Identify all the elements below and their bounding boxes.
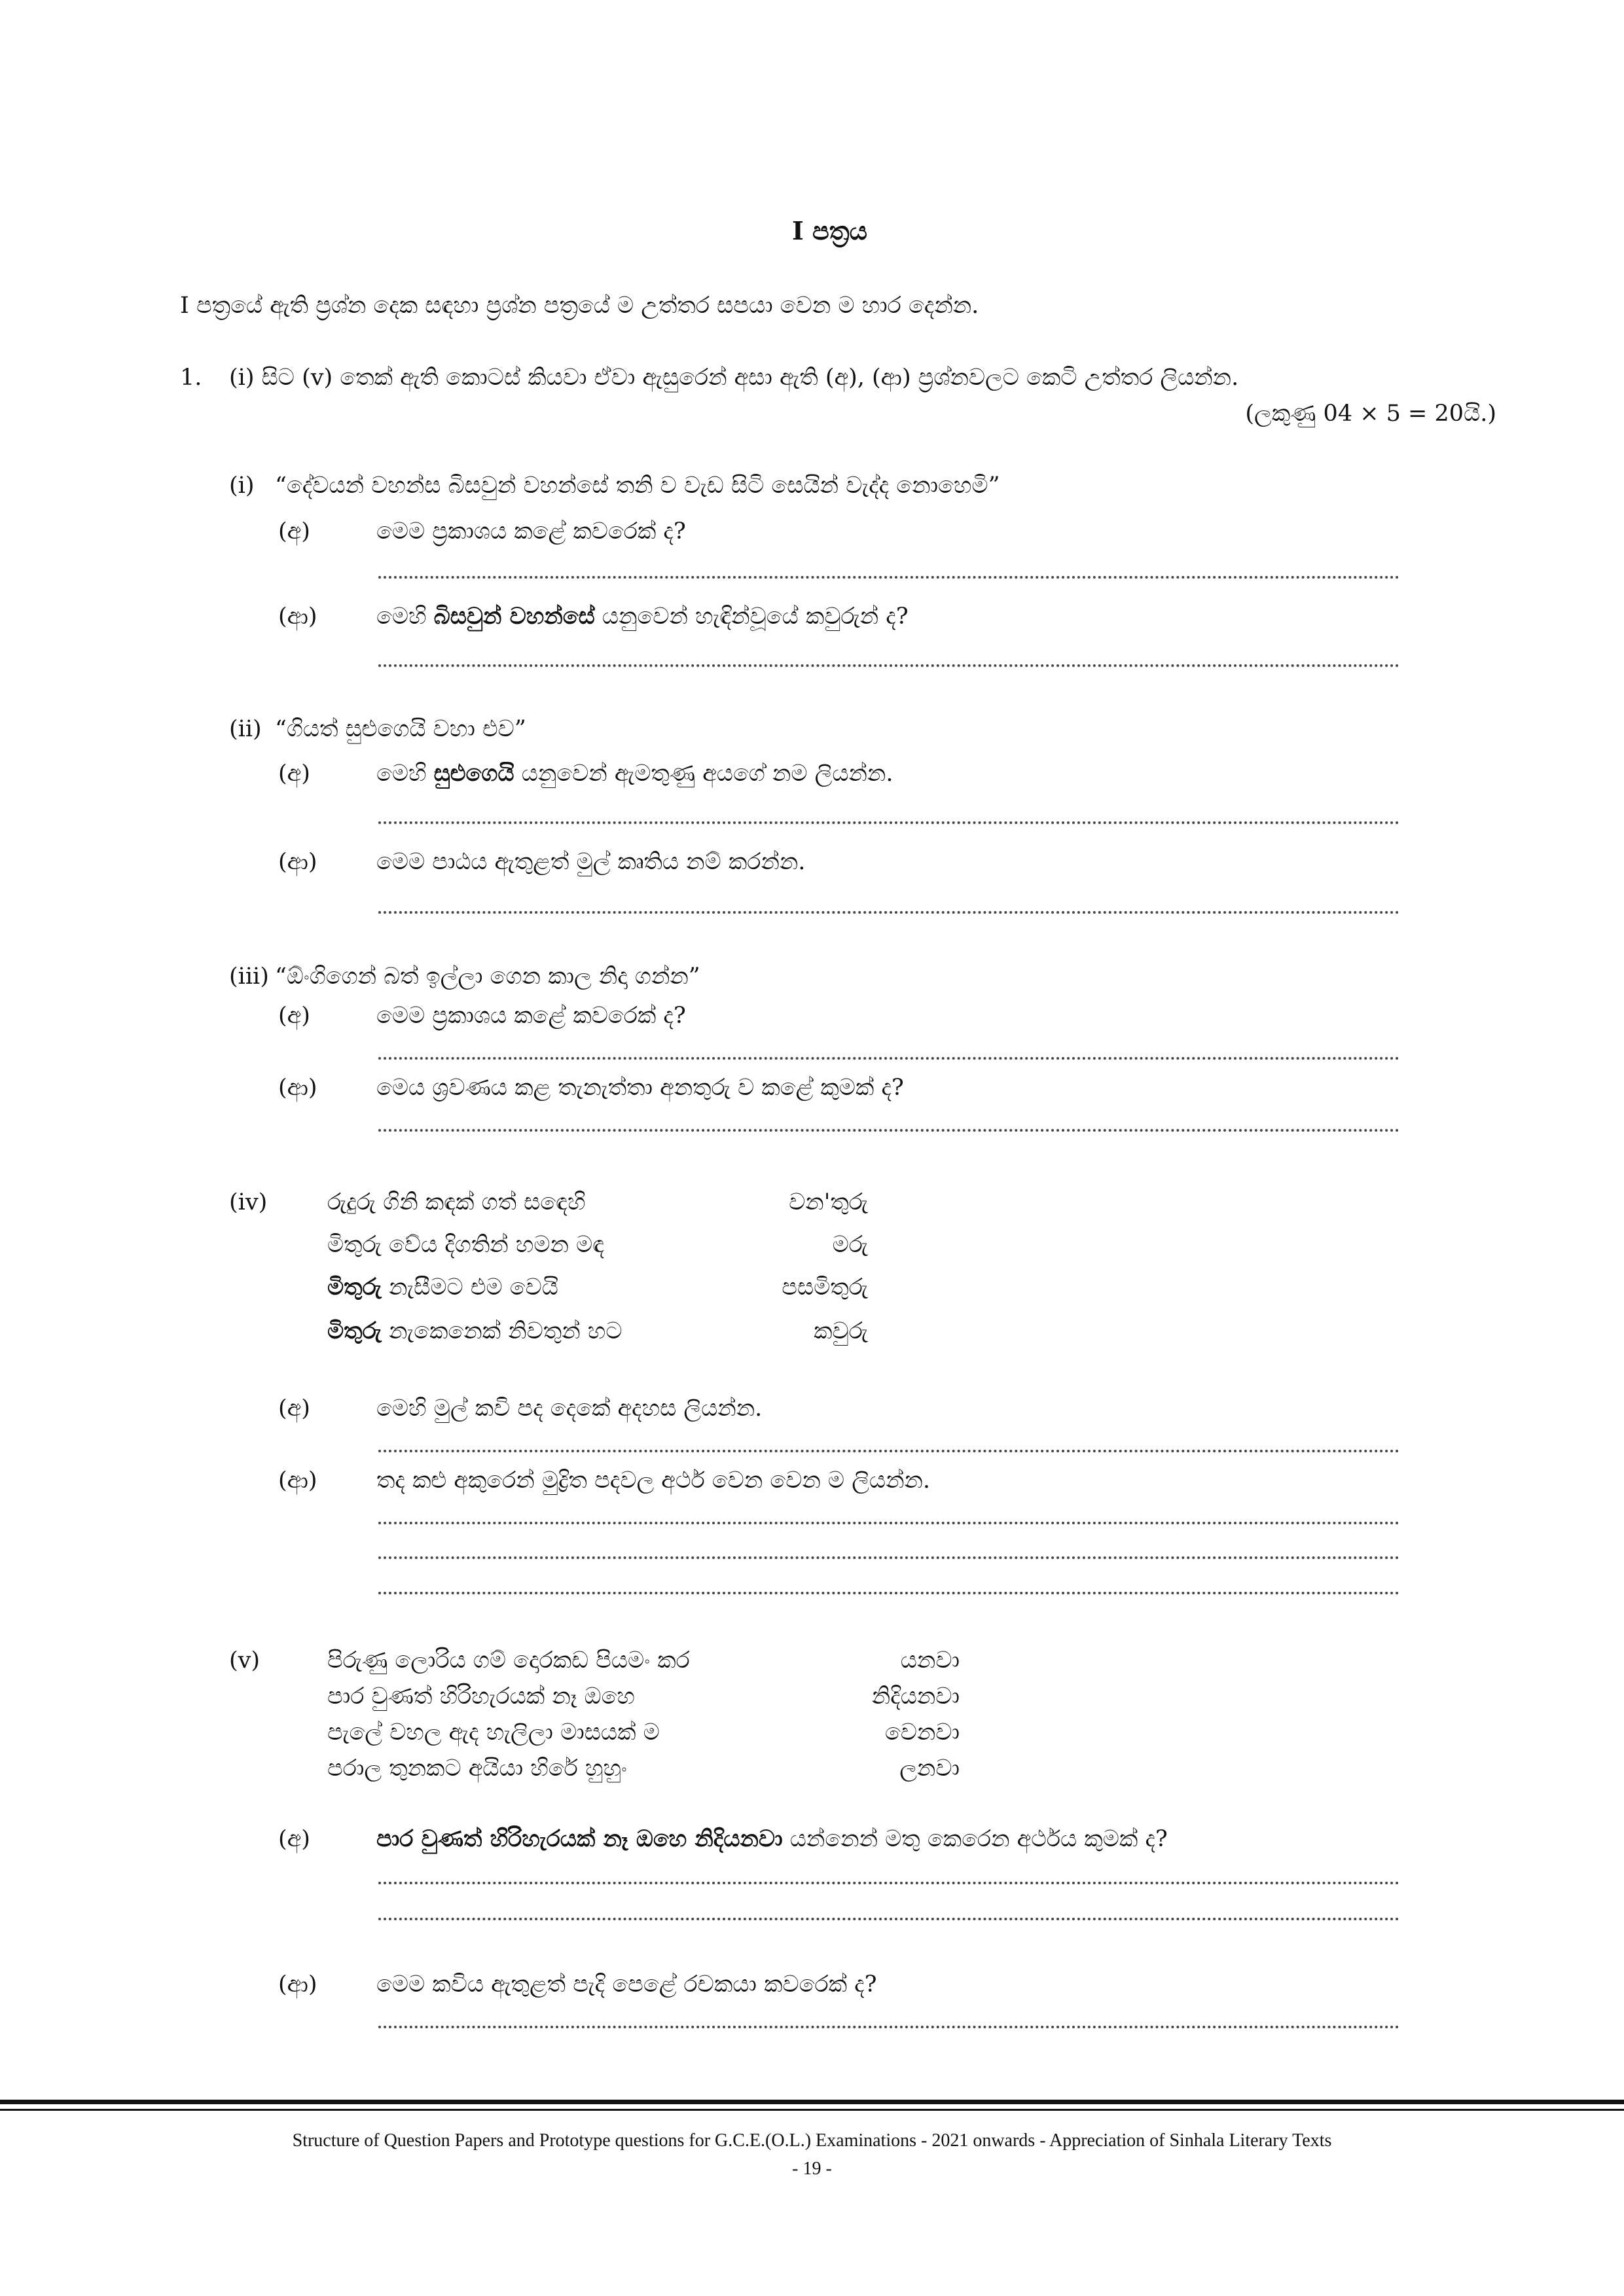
- footer-text: Structure of Question Papers and Prototype questions for G.C.E.(O.L.) Examinations - 2021 onwards - Appreciation of Sinhala Literary Texts: [292, 2130, 1332, 2151]
- poem-line-ending: මරු: [832, 1232, 868, 1258]
- page-number: - 19 -: [792, 2159, 832, 2179]
- poem-line: [327, 1273, 558, 1302]
- poem-line: පිරුණු ලොරිය ගම් දොරකඩ පියමං කර: [327, 1647, 690, 1674]
- poem-line-ending: යනවා: [900, 1647, 960, 1674]
- poem-line-ending: වෙනවා: [884, 1719, 960, 1746]
- part-iii-aa-label: (ආ): [278, 1075, 317, 1101]
- poem-line-ending: වන'තුරු: [789, 1189, 868, 1215]
- answer-line[interactable]: [378, 1057, 1399, 1060]
- part-iv-a-question: මෙහි මුල් කවි පද දෙකේ අදහස ලියන්න.: [376, 1395, 763, 1422]
- answer-line[interactable]: [378, 1592, 1399, 1594]
- part-ii-a-label: (අ): [278, 761, 310, 787]
- part-i-label: (i): [229, 473, 255, 499]
- text-segment: නැසීමට එම වෙයි: [381, 1274, 558, 1300]
- poem-line: [327, 1230, 604, 1259]
- answer-line[interactable]: [378, 1918, 1399, 1920]
- poem-line-ending: ලනවා: [899, 1755, 960, 1782]
- part-iv-label: (iv): [229, 1189, 268, 1215]
- text-segment: රුදුරු ගිනි කඳක් ගත් සඳෙහි: [327, 1189, 586, 1215]
- part-ii-quote: “ගියත් සුළුගෙයි වහා එව”: [275, 716, 526, 742]
- part-ii-label: (ii): [229, 716, 262, 742]
- text-segment: මිතුරු වේය දිගතින් හමන මඳ: [327, 1232, 605, 1258]
- paper-instruction: I පත්‍රයේ ඇති ප්‍රශ්න දෙක සඳහා ප්‍රශ්න පත්‍රයේ ම උත්තර සපයා වෙන ම හාර දෙන්න.: [180, 293, 979, 319]
- part-i-a-question: මෙම ප්‍රකාශය කළේ කවරෙක් ද?: [376, 518, 686, 545]
- bold-term: සුළුගෙයි: [433, 760, 514, 787]
- answer-line[interactable]: [378, 2026, 1399, 2028]
- part-v-aa-question: මෙම කවිය ඇතුළත් පැදි පෙළේ රචකයා කවරෙක් ද?: [376, 1971, 877, 1998]
- part-ii-a-question: [376, 759, 893, 788]
- part-ii-aa-label: (ආ): [278, 849, 317, 875]
- part-i-quote: “දේවයන් වහන්ස බිසවුන් වහන්සේ තනි ව වැඩ සිටි සෙයින් වැද්ද නොහෙමි”: [275, 473, 1000, 499]
- text-segment: යනුවෙන් ඇමතුණු අයගේ නම ලියන්න.: [514, 761, 893, 787]
- answer-line[interactable]: [378, 1450, 1399, 1452]
- part-i-a-label: (අ): [278, 518, 310, 545]
- part-iii-label: (iii): [229, 963, 269, 990]
- poem-line-ending: කවුරු: [814, 1318, 868, 1344]
- answer-line[interactable]: [378, 1882, 1399, 1884]
- part-v-label: (v): [229, 1647, 261, 1674]
- part-v-a-label: (අ): [278, 1826, 310, 1852]
- part-v-a-question: [376, 1825, 1168, 1854]
- part-ii-aa-question: මෙම පාඨය ඇතුළත් මුල් කෘතිය නම් කරන්න.: [376, 849, 806, 875]
- part-i-aa-label: (ආ): [278, 603, 317, 630]
- part-v-aa-label: (ආ): [278, 1971, 317, 1998]
- question-number: 1.: [180, 365, 202, 391]
- poem-line: පරාල තුනකට අයියා හිරේ හුහුං: [327, 1755, 627, 1782]
- poem-line: [327, 1188, 586, 1217]
- poem-line: පැලේ වහල ඇද හැලිලා මාසයක් ම: [327, 1719, 660, 1746]
- part-iv-aa-question: තද කළු අකුරෙන් මුද්‍රිත පදවල අර්ථ වෙන වෙන ම ලියන්න.: [376, 1467, 931, 1494]
- page-title: I පත්‍රය: [792, 216, 867, 245]
- question-text: (i) සිට (v) තෙක් ඇති කොටස් කියවා ඒවා ඇසුරෙන් අසා ඇති (අ), (ආ) ප්‍රශ්නවලට කෙටි උත්තර ලියන්න.: [229, 365, 1239, 391]
- part-i-aa-question: [376, 602, 909, 631]
- answer-line[interactable]: [378, 1522, 1399, 1524]
- text-segment: යනුවෙන් හැඳින්වූයේ කවුරුන් ද?: [594, 603, 909, 630]
- part-iii-a-label: (අ): [278, 1003, 310, 1029]
- part-iv-a-label: (අ): [278, 1395, 310, 1422]
- bold-term: මිතුරු: [327, 1318, 382, 1344]
- text-segment: නැකෙනෙක් නිවතුන් හට: [381, 1318, 623, 1344]
- marks-allocation: (ලකුණු 04 × 5 = 20යි.): [1245, 401, 1496, 427]
- poem-line: [327, 1317, 623, 1346]
- part-iii-a-question: මෙම ප්‍රකාශය කළේ කවරෙක් ද?: [376, 1003, 686, 1029]
- poem-line-ending: නිදියනවා: [871, 1683, 960, 1710]
- answer-line[interactable]: [378, 1556, 1399, 1559]
- part-iii-aa-question: මෙය ශ්‍රවණය කළ තැනැත්තා අනතුරු ව කළේ කුමක් ද?: [376, 1075, 904, 1101]
- bold-term: මිතුරු: [327, 1274, 382, 1300]
- text-segment: මෙහි: [376, 761, 434, 787]
- part-iii-quote: “ඕංගිගෙන් බත් ඉල්ලා ගෙන කාල නිදා ගන්න”: [275, 963, 700, 990]
- text-segment: යන්නෙන් මතු කෙරෙන අර්ථය කුමක් ද?: [782, 1826, 1168, 1852]
- text-segment: මෙහි: [376, 603, 434, 630]
- part-iv-aa-label: (ආ): [278, 1467, 317, 1494]
- answer-line[interactable]: [378, 664, 1399, 667]
- answer-line[interactable]: [378, 911, 1399, 914]
- footer-rule-thin: [0, 2109, 1624, 2111]
- poem-line: පාර වුණත් හිරිහැරයක් නෑ ඔහෙ: [327, 1683, 635, 1710]
- answer-line[interactable]: [378, 1129, 1399, 1132]
- footer-rule-thick: [0, 2100, 1624, 2104]
- answer-line[interactable]: [378, 821, 1399, 824]
- answer-line[interactable]: [378, 576, 1399, 579]
- poem-line-ending: පසමිතුරු: [782, 1274, 868, 1300]
- bold-term: පාර වුණත් හිරිහැරයක් නෑ ඔහෙ නිදියනවා: [376, 1825, 783, 1852]
- bold-term: බිසවුන් වහන්සේ: [433, 603, 595, 630]
